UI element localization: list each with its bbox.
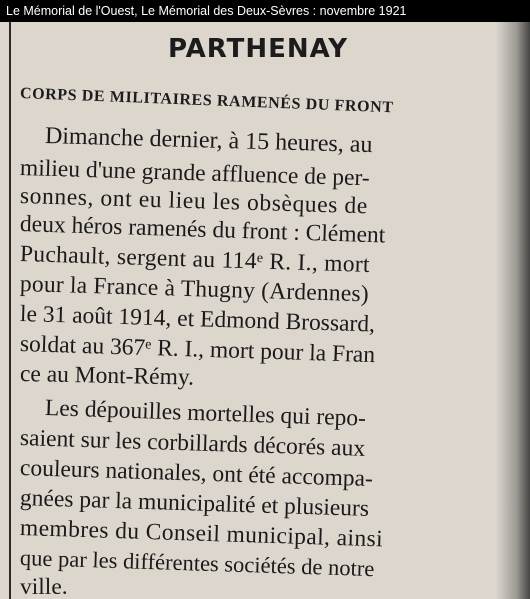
paragraph-1-line: soldat au 367ᵉ R. I., mort pour la Fran xyxy=(19,331,376,369)
article-subheading: CORPS DE MILITAIRES RAMENÉS DU FRONT xyxy=(19,85,394,117)
paragraph-1-line: pour la France à Thugny (Ardennes) xyxy=(19,271,370,308)
paragraph-1-line: ce au Mont-Rémy. xyxy=(19,361,195,391)
paragraph-2-line: couleurs nationales, ont été accompa- xyxy=(19,455,374,493)
paragraph-1-line: Puchault, sergent au 114ᵉ R. I., mort xyxy=(19,241,371,278)
window-title: Le Mémorial de l'Ouest, Le Mémorial des Deux-Sèvres : novembre 1921 xyxy=(0,0,530,22)
paragraph-1-line: milieu d'une grande affluence de per- xyxy=(19,155,371,192)
page-edge-shadow xyxy=(496,22,530,599)
paragraph-1-line: sonnes, ont eu lieu les obsèques de xyxy=(19,183,369,220)
paragraph-2-line: que par les différentes sociétés de notre xyxy=(19,545,375,582)
paragraph-2-line: saient sur les corbillards décorés aux xyxy=(19,425,366,462)
column-rule xyxy=(9,22,11,599)
article-heading: PARTHENAY xyxy=(168,34,349,64)
paragraph-1-line: le 31 août 1914, et Edmond Brossard, xyxy=(19,301,376,338)
paragraph-2-line: Les dépouilles mortelles qui repo- xyxy=(44,395,367,432)
paragraph-1-line: deux héros ramenés du front : Clément xyxy=(19,211,386,249)
paragraph-1-line: Dimanche dernier, à 15 heures, au xyxy=(44,123,373,159)
paragraph-2-line: gnées par la municipalité et plusieurs xyxy=(19,485,370,522)
paragraph-2-line: membres du Conseil municipal, ainsi xyxy=(19,515,384,553)
paragraph-2-line: ville. xyxy=(20,574,68,599)
newspaper-scan xyxy=(0,22,530,599)
